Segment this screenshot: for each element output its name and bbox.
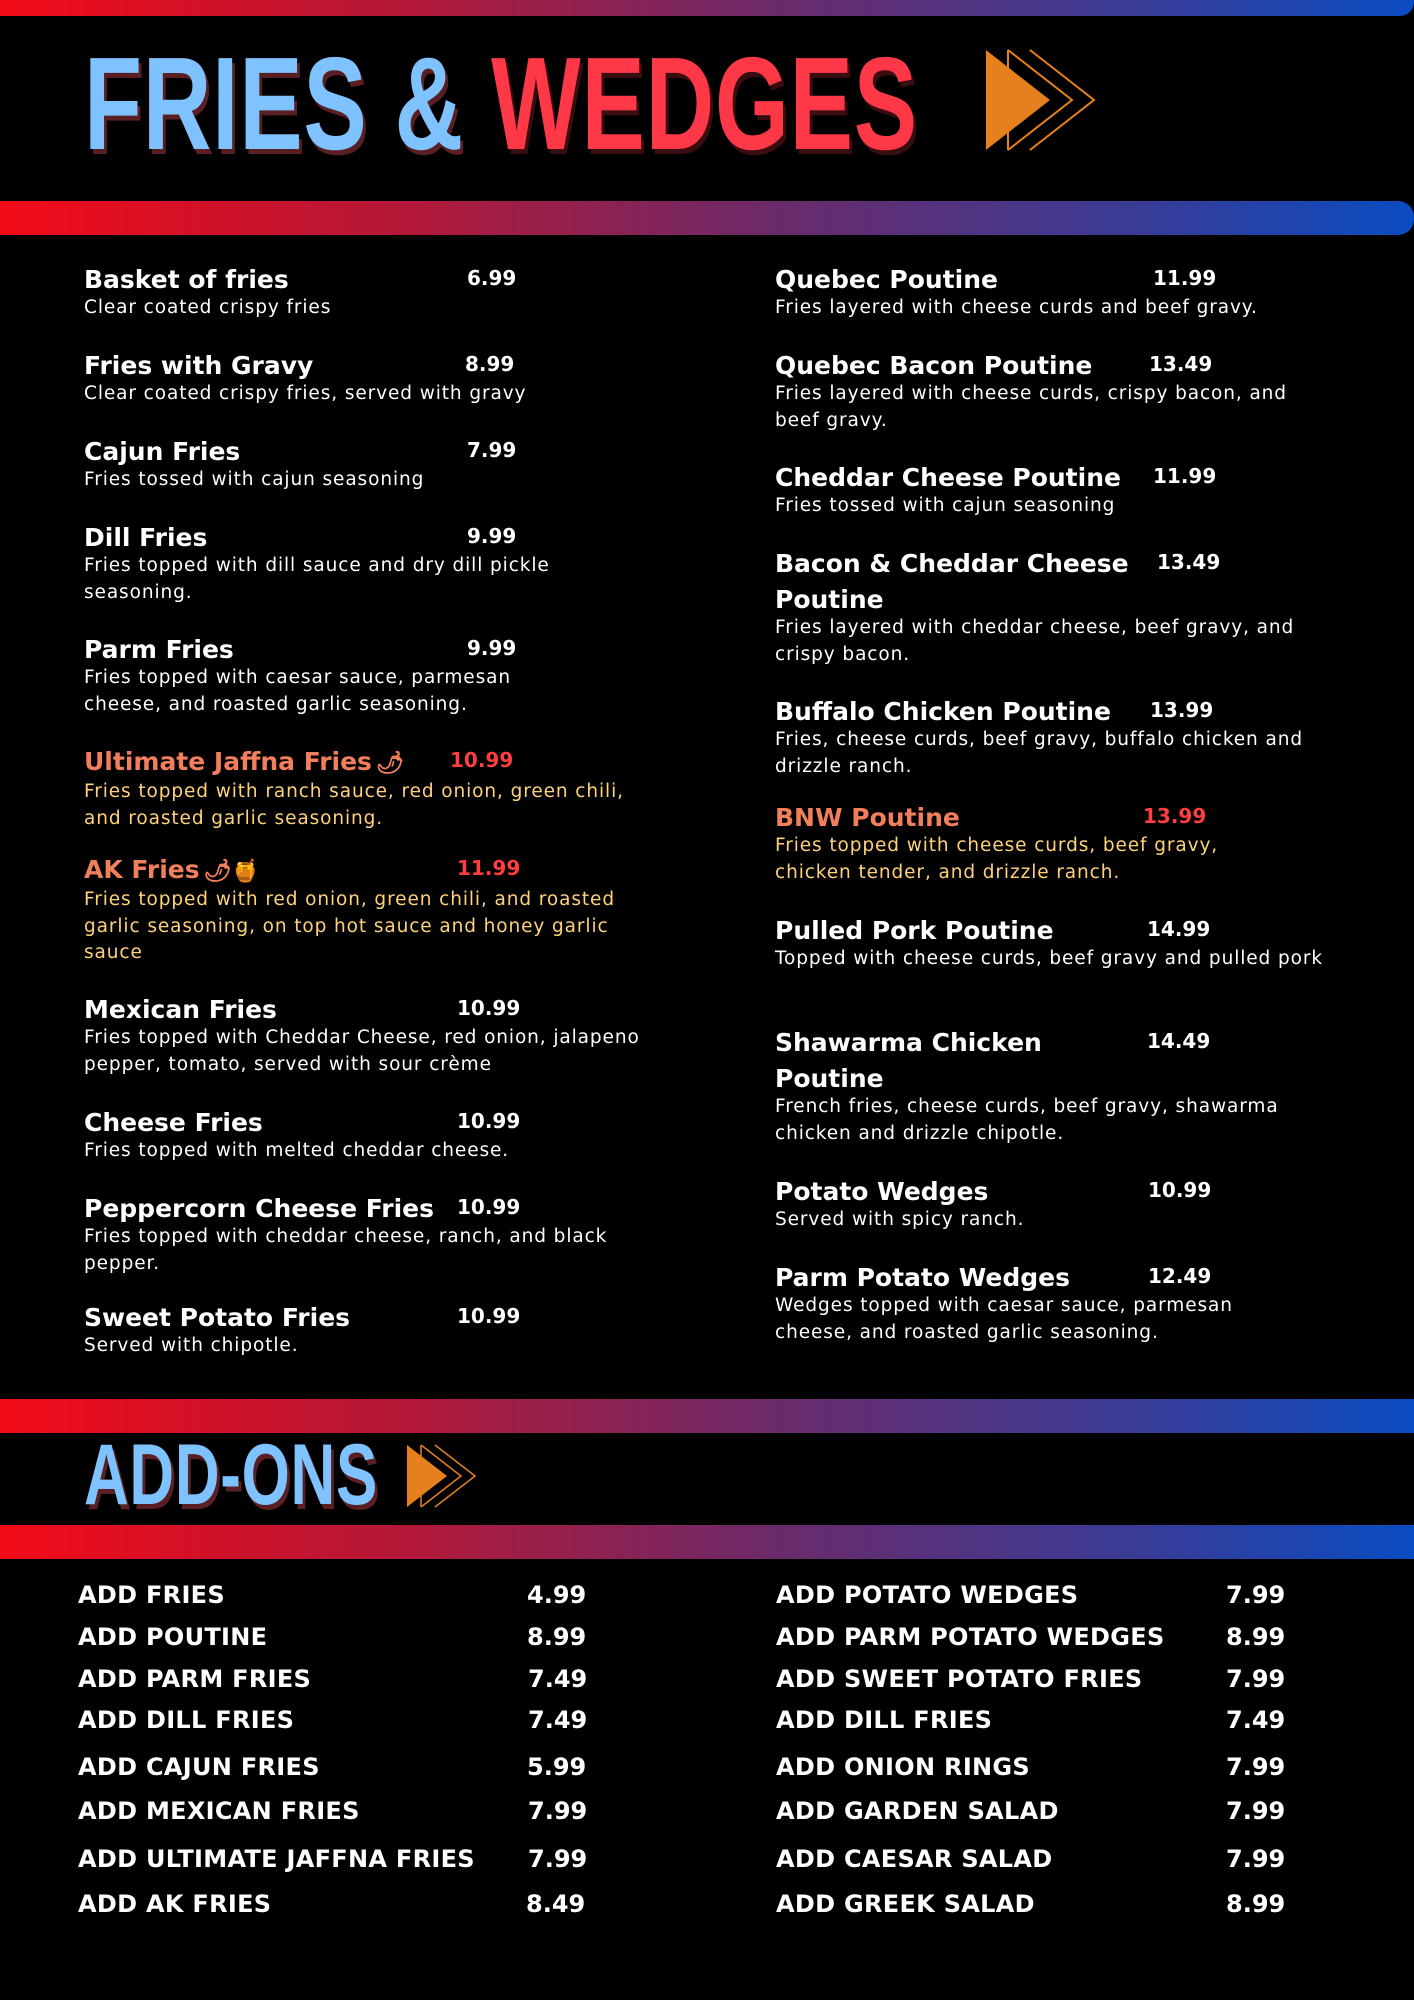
item-description: French fries, cheese curds, beef gravy, shawarma chicken and drizzle chipotle.	[775, 1096, 1279, 1144]
item-price: 10.99	[457, 1195, 521, 1219]
item-price: 13.99	[1150, 698, 1214, 722]
item-price: 9.99	[467, 636, 517, 660]
section-divider-bar	[0, 201, 1414, 235]
item-name: BNW Poutine	[775, 803, 960, 832]
chili-pepper-icon: 🌶	[375, 751, 404, 776]
menu-item	[84, 348, 684, 408]
item-name: Cheddar Cheese Poutine	[775, 463, 1121, 492]
play-arrows-icon	[405, 1443, 483, 1509]
menu-item	[775, 262, 1375, 322]
addon-name: ADD PARM POTATO WEDGES	[776, 1623, 1165, 1651]
addon-price: 7.99	[1226, 1797, 1286, 1825]
item-price: 9.99	[467, 524, 517, 548]
item-name: Potato Wedges	[775, 1177, 989, 1206]
addon-price: 7.49	[528, 1706, 588, 1734]
addon-price: 7.49	[1226, 1706, 1286, 1734]
addon-row	[776, 1578, 1296, 1612]
item-name: Buffalo Chicken Poutine	[775, 697, 1111, 726]
addon-name: ADD GREEK SALAD	[776, 1890, 1035, 1918]
menu-item	[84, 992, 684, 1078]
item-price: 14.99	[1147, 917, 1211, 941]
item-price: 10.99	[457, 996, 521, 1020]
item-name: Fries with Gravy	[84, 351, 314, 380]
addon-row	[78, 1887, 598, 1921]
addon-price: 7.99	[528, 1845, 588, 1873]
addon-row	[776, 1703, 1296, 1737]
addon-row	[776, 1662, 1296, 1696]
addon-row	[776, 1842, 1296, 1876]
item-description: Fries topped with dill sauce and dry dill pickle seasoning.	[84, 555, 550, 603]
menu-item	[775, 1025, 1335, 1147]
item-price: 14.49	[1147, 1029, 1211, 1053]
item-name: Basket of fries	[84, 265, 289, 294]
item-price: 10.99	[450, 748, 514, 772]
menu-item	[84, 1191, 614, 1277]
menu-item	[84, 520, 604, 606]
addon-row	[78, 1750, 598, 1784]
item-description: Served with chipotle.	[84, 1335, 299, 1356]
menu-item	[84, 1105, 684, 1165]
addon-row	[78, 1703, 598, 1737]
menu-item	[84, 262, 684, 322]
menu-item	[775, 546, 1315, 668]
item-price: 11.99	[457, 856, 521, 880]
item-name: Sweet Potato Fries	[84, 1303, 351, 1332]
item-name: Dill Fries	[84, 523, 208, 552]
item-description: Fries, cheese curds, beef gravy, buffalo chicken and drizzle ranch.	[775, 729, 1303, 777]
item-price: 11.99	[1153, 266, 1217, 290]
addon-row	[78, 1662, 598, 1696]
addon-row	[78, 1794, 598, 1828]
addon-price: 7.99	[1226, 1665, 1286, 1693]
addon-row	[78, 1578, 598, 1612]
addon-row	[776, 1887, 1296, 1921]
addon-name: ADD DILL FRIES	[776, 1706, 993, 1734]
item-description: Fries layered with cheddar cheese, beef gravy, and crispy bacon.	[775, 617, 1295, 665]
addon-price: 8.99	[1226, 1890, 1286, 1918]
item-description: Fries topped with cheddar cheese, ranch, and black pepper.	[84, 1226, 608, 1274]
item-name: Cajun Fries	[84, 437, 241, 466]
menu-item	[775, 348, 1315, 434]
item-description: Fries topped with melted cheddar cheese.	[84, 1140, 510, 1161]
item-description: Fries tossed with cajun seasoning	[84, 469, 425, 490]
menu-item	[775, 913, 1335, 973]
title-wedges: WEDGES	[491, 30, 918, 177]
menu-item	[775, 460, 1375, 520]
addon-name: ADD FRIES	[78, 1581, 225, 1609]
menu-item	[84, 434, 684, 494]
item-price: 10.99	[1148, 1178, 1212, 1202]
addons-title: ADD-ONS	[84, 1427, 378, 1523]
item-price: 13.99	[1143, 804, 1207, 828]
item-price: 8.99	[465, 352, 515, 376]
menu-item	[84, 1300, 684, 1360]
item-description: Fries topped with red onion, green chili, and roasted garlic seasoning, on top hot sauce and honey garlic sauce	[84, 889, 615, 963]
addon-name: ADD CAJUN FRIES	[78, 1753, 320, 1781]
addon-name: ADD GARDEN SALAD	[776, 1797, 1059, 1825]
addon-price: 7.49	[528, 1665, 588, 1693]
addon-name: ADD ULTIMATE JAFFNA FRIES	[78, 1845, 475, 1873]
addon-price: 7.99	[1226, 1753, 1286, 1781]
item-price: 6.99	[467, 266, 517, 290]
menu-item	[84, 632, 584, 718]
page-title	[84, 30, 918, 177]
addon-name: ADD ONION RINGS	[776, 1753, 1031, 1781]
menu-item-featured	[84, 744, 624, 832]
menu-item	[775, 1260, 1295, 1346]
addon-price: 7.99	[528, 1797, 588, 1825]
title-fries: FRIES &	[84, 30, 464, 177]
item-description: Fries topped with ranch sauce, red onion, green chili, and roasted garlic seasoning.	[84, 781, 624, 829]
item-name: Cheese Fries	[84, 1108, 263, 1137]
addon-name: ADD POTATO WEDGES	[776, 1581, 1079, 1609]
item-description: Fries layered with cheese curds, crispy bacon, and beef gravy.	[775, 383, 1287, 431]
addon-price: 8.99	[1226, 1623, 1286, 1651]
item-price: 13.49	[1157, 550, 1221, 574]
item-description: Fries topped with caesar sauce, parmesan cheese, and roasted garlic seasoning.	[84, 667, 511, 715]
item-name: Mexican Fries	[84, 995, 277, 1024]
item-description: Topped with cheese curds, beef gravy and pulled pork	[775, 948, 1323, 969]
item-description: Served with spicy ranch.	[775, 1209, 1025, 1230]
addon-price: 7.99	[1226, 1581, 1286, 1609]
item-name: Quebec Poutine	[775, 265, 998, 294]
addon-name: ADD POUTINE	[78, 1623, 268, 1651]
item-name: Quebec Bacon Poutine	[775, 351, 1093, 380]
item-price: 13.49	[1149, 352, 1213, 376]
addon-row	[776, 1794, 1296, 1828]
item-name: Shawarma Chicken Poutine	[775, 1028, 1042, 1093]
item-name: AK Fries 🌶🍯	[84, 855, 259, 884]
item-name: Parm Potato Wedges	[775, 1263, 1071, 1292]
addon-price: 8.99	[527, 1623, 587, 1651]
item-price: 12.49	[1148, 1264, 1212, 1288]
item-name: Pulled Pork Poutine	[775, 916, 1054, 945]
top-gradient-bar	[0, 0, 1414, 16]
item-name: Parm Fries	[84, 635, 234, 664]
item-description: Fries tossed with cajun seasoning	[775, 495, 1116, 516]
item-description: Clear coated crispy fries, served with gravy	[84, 383, 527, 404]
addon-name: ADD MEXICAN FRIES	[78, 1797, 360, 1825]
addon-price: 5.99	[527, 1753, 587, 1781]
item-description: Fries topped with Cheddar Cheese, red onion, jalapeno pepper, tomato, served with sour crème	[84, 1027, 640, 1075]
addon-row	[776, 1750, 1296, 1784]
addon-price: 4.99	[527, 1581, 587, 1609]
addon-name: ADD SWEET POTATO FRIES	[776, 1665, 1143, 1693]
chili-honey-icon: 🌶🍯	[203, 859, 259, 884]
addon-price: 7.99	[1226, 1845, 1286, 1873]
item-description: Wedges topped with caesar sauce, parmesan cheese, and roasted garlic seasoning.	[775, 1295, 1233, 1343]
menu-item-featured	[775, 800, 1275, 886]
addon-name: ADD CAESAR SALAD	[776, 1845, 1053, 1873]
item-price: 10.99	[457, 1304, 521, 1328]
item-price: 7.99	[467, 438, 517, 462]
item-price: 11.99	[1153, 464, 1217, 488]
menu-item-featured	[84, 852, 624, 967]
item-description: Fries layered with cheese curds and beef gravy.	[775, 297, 1258, 318]
section-divider-bar	[0, 1525, 1414, 1559]
addon-name: ADD PARM FRIES	[78, 1665, 312, 1693]
item-name: Peppercorn Cheese Fries	[84, 1194, 434, 1223]
addon-row	[78, 1620, 598, 1654]
item-name: Ultimate Jaffna Fries 🌶	[84, 747, 404, 776]
addon-row	[78, 1842, 598, 1876]
menu-item	[775, 1174, 1375, 1234]
addon-name: ADD AK FRIES	[78, 1890, 272, 1918]
menu-item	[775, 694, 1315, 780]
item-description: Clear coated crispy fries	[84, 297, 332, 318]
play-arrows-icon	[982, 46, 1110, 154]
item-price: 10.99	[457, 1109, 521, 1133]
addon-price: 8.49	[526, 1890, 586, 1918]
addon-row	[776, 1620, 1296, 1654]
item-description: Fries topped with cheese curds, beef gravy, chicken tender, and drizzle ranch.	[775, 835, 1219, 883]
item-name: Bacon & Cheddar Cheese Poutine	[775, 549, 1129, 614]
addon-name: ADD DILL FRIES	[78, 1706, 295, 1734]
